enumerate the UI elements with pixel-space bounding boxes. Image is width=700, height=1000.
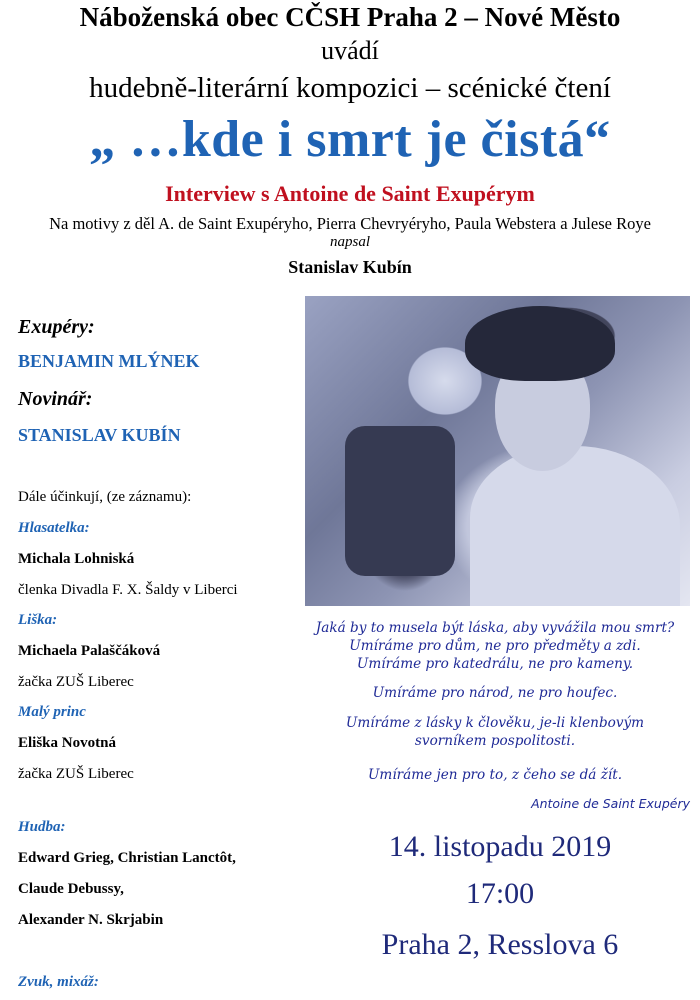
quote-line-3: Umíráme pro katedrálu, ne pro kameny. xyxy=(356,656,634,672)
info-princ: žačka ZUŠ Liberec xyxy=(18,766,134,782)
quote-line-4: Umíráme pro národ, ne pro houfec. xyxy=(372,685,618,701)
sound-label: Zvuk, mixáž: xyxy=(18,974,99,990)
actor-novinar: STANISLAV KUBÍN xyxy=(18,425,181,445)
role-exupery: Exupéry: xyxy=(18,316,95,338)
role-liska: Liška: xyxy=(18,612,58,628)
info-liska: žačka ZUŠ Liberec xyxy=(18,674,134,690)
quote-line-5: Umíráme z lásky k člověku, je-li klenbovým xyxy=(345,715,645,731)
written-by-label: napsal xyxy=(329,234,370,250)
event-date: 14. listopadu 2019 xyxy=(388,830,612,863)
quote-line-1: Jaká by to musela být láska, aby vyvážila mou smrt? xyxy=(315,620,675,636)
play-title: „ …kde i smrt je čistá“ xyxy=(89,111,611,168)
genre-text: hudebně-literární kompozici – scénické čtení xyxy=(89,72,611,104)
quote-line-2: Umíráme pro dům, ne pro předměty a zdi. xyxy=(349,638,641,654)
photo-pilot-helmet xyxy=(465,306,615,381)
name-liska: Michaela Palaščáková xyxy=(18,643,161,659)
sources-text: Na motivy z děl A. de Saint Exupéryho, Pierra Chevryéryho, Paula Webstera a Julese Roye xyxy=(49,214,651,233)
event-time: 17:00 xyxy=(465,877,535,910)
role-princ: Malý princ xyxy=(18,704,86,720)
photo-pilot-body xyxy=(470,446,680,606)
photo-cockpit-instruments xyxy=(345,426,455,576)
quote-line-7: Umíráme jen pro to, z čeho se dá žít. xyxy=(367,767,623,783)
play-subtitle: Interview s Antoine de Saint Exupérym xyxy=(165,181,535,206)
music-line-1: Edward Grieg, Christian Lanctôt, xyxy=(18,850,236,866)
other-cast-intro: Dále účinkují, (ze záznamu): xyxy=(18,489,192,505)
name-hlasatelka: Michala Lohniská xyxy=(18,551,135,567)
music-label: Hudba: xyxy=(18,819,66,835)
author-name: Stanislav Kubín xyxy=(288,257,412,277)
role-novinar: Novinář: xyxy=(18,388,93,410)
presents-text: uvádí xyxy=(321,36,379,65)
quote-signature: Antoine de Saint Exupéry xyxy=(531,796,690,811)
event-place: Praha 2, Resslova 6 xyxy=(381,928,619,961)
organizer-heading: Náboženská obec CČSH Praha 2 – Nové Město xyxy=(79,2,621,32)
exupery-photo xyxy=(305,296,690,606)
info-hlasatelka: členka Divadla F. X. Šaldy v Liberci xyxy=(18,582,238,598)
music-line-3: Alexander N. Skrjabin xyxy=(18,912,164,928)
role-hlasatelka: Hlasatelka: xyxy=(18,520,90,536)
quote-line-6: svorníkem pospolitosti. xyxy=(414,733,576,749)
music-line-2: Claude Debussy, xyxy=(18,881,124,897)
name-princ: Eliška Novotná xyxy=(18,735,116,751)
actor-exupery: BENJAMIN MLÝNEK xyxy=(18,351,200,371)
